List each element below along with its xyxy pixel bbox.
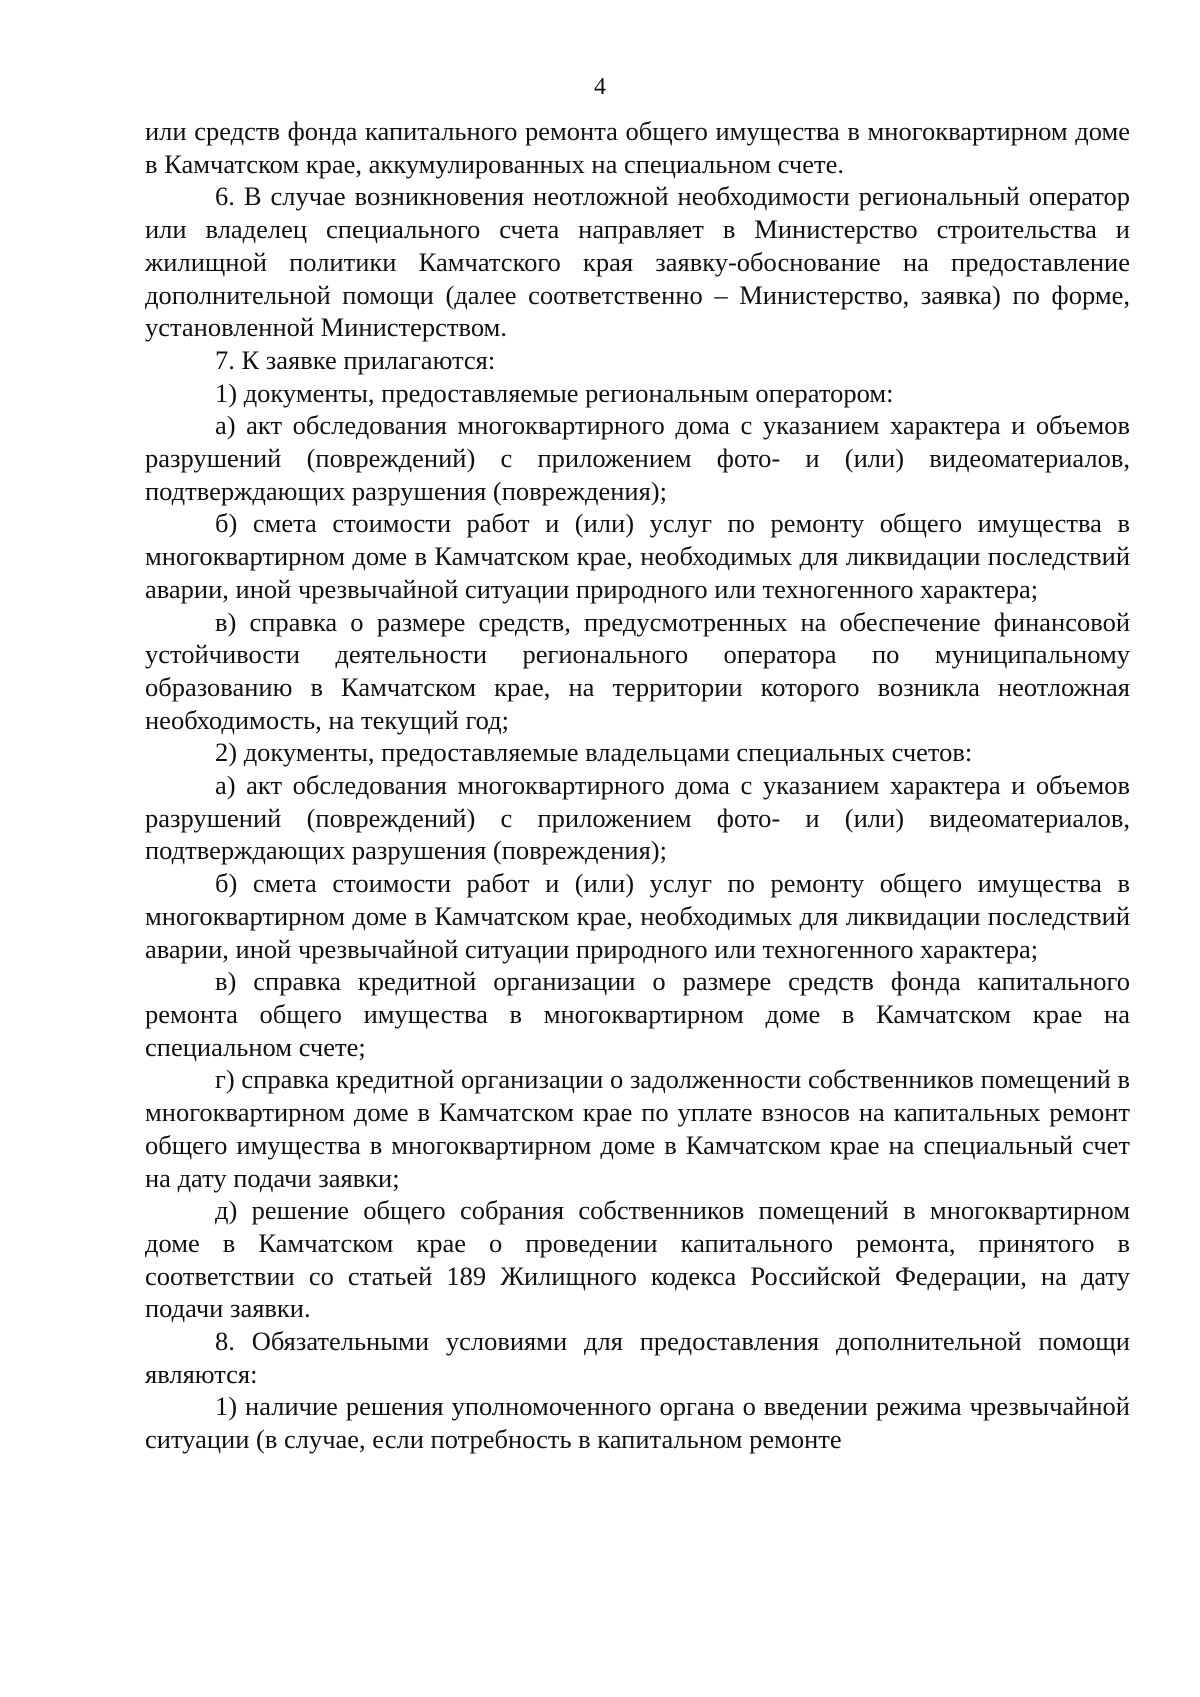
paragraph: в) справка о размере средств, предусмотренных на обеспечение финансовой устойчивости деятельности регионального оператора по муниципальному образованию в Камчатском крае, на территории которого возникла неотложная необходимость, на текущий год; bbox=[145, 606, 1130, 735]
paragraph: 8. Обязательными условиями для предоставления дополнительной помощи являются: bbox=[145, 1326, 1130, 1389]
paragraph: б) смета стоимости работ и (или) услуг по ремонту общего имущества в многоквартирном доме в Камчатском крае, необходимых для ликвидации последствий аварии, иной чрезвычайной ситуации природного или техногенного характера; bbox=[145, 868, 1130, 964]
paragraph: в) справка кредитной организации о размере средств фонда капитального ремонта общего имущества в многоквартирном доме в Камчатском крае на специальном счете; bbox=[145, 966, 1130, 1062]
paragraph: или средств фонда капитального ремонта общего имущества в многоквартирном доме в Камчатском крае, аккумулированных на специальном счете. bbox=[145, 116, 1130, 179]
paragraph: 1) документы, предоставляемые региональным оператором: bbox=[215, 377, 894, 408]
paragraph: а) акт обследования многоквартирного дома с указанием характера и объемов разрушений (повреждений) с приложением фото- и (или) видеоматериалов, подтверждающих разрушения (повреждения); bbox=[145, 770, 1130, 866]
paragraph: 7. К заявке прилагаются: bbox=[215, 344, 496, 375]
paragraph: 6. В случае возникновения неотложной необходимости региональный оператор или владелец специального счета направляет в Министерство строительства и жилищной политики Камчатского края заявку-обоснование на предоставление дополнительной помощи (далее соответственно – Министерство, заявка) по форме, установленной Министерством. bbox=[145, 181, 1130, 343]
page-number: 4 bbox=[594, 74, 606, 100]
paragraph: а) акт обследования многоквартирного дома с указанием характера и объемов разрушений (повреждений) с приложением фото- и (или) видеоматериалов, подтверждающих разрушения (повреждения); bbox=[145, 410, 1130, 506]
paragraph: д) решение общего собрания собственников помещений в многоквартирном доме в Камчатском крае о проведении капитального ремонта, принятого в соответствии со статьей 189 Жилищного кодекса Российской Федерации, на дату подачи заявки. bbox=[145, 1195, 1130, 1324]
paragraph: 1) наличие решения уполномоченного органа о введении режима чрезвычайной ситуации (в случае, если потребность в капитальном ремонте bbox=[145, 1391, 1130, 1455]
paragraph: б) смета стоимости работ и (или) услуг по ремонту общего имущества в многоквартирном доме в Камчатском крае, необходимых для ликвидации последствий аварии, иной чрезвычайной ситуации природного или техногенного характера; bbox=[145, 508, 1130, 604]
document-body bbox=[145, 115, 1130, 1456]
paragraph: г) справка кредитной организации о задолженности собственников помещений в многоквартирном доме в Камчатском крае по уплате взносов на капитальных ремонт общего имущества в многоквартирном доме в Камчатском крае на специальный счет на дату подачи заявки; bbox=[145, 1064, 1130, 1193]
paragraph: 2) документы, предоставляемые владельцами специальных счетов: bbox=[215, 737, 973, 768]
